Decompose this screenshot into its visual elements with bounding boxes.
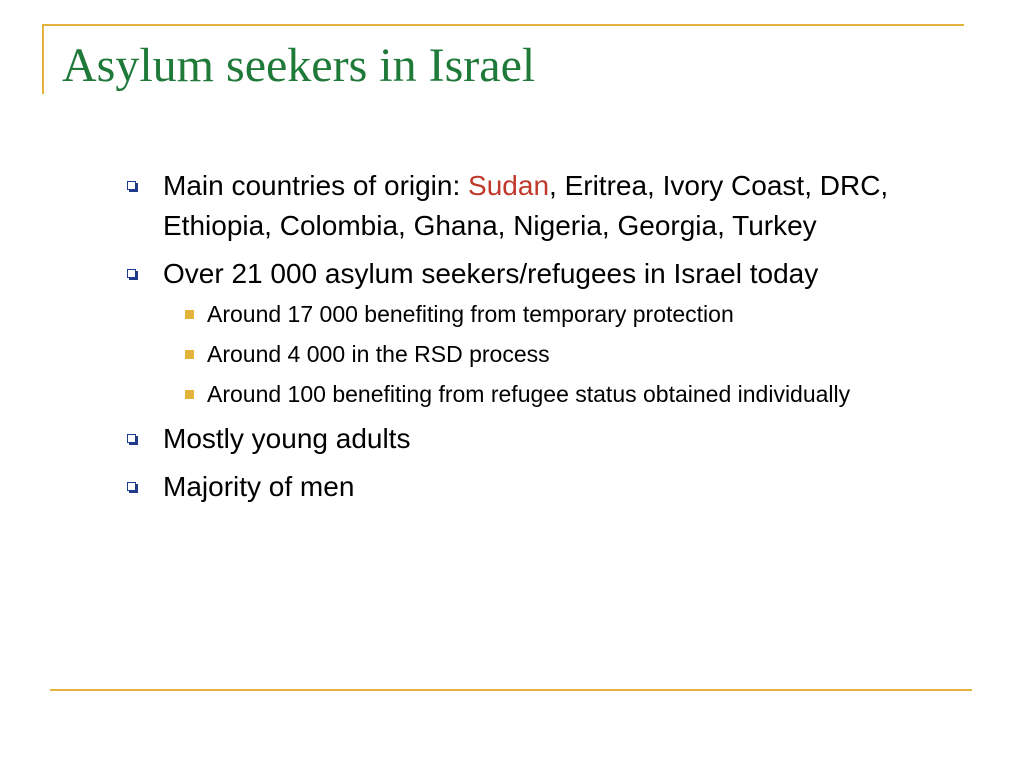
bullet-origin-suffix: , Eritrea, Ivory Coast, DRC, Ethiopia, Colombia, Ghana, Nigeria, Georgia, Turkey: [163, 170, 889, 241]
sub-bullet-item: [163, 338, 927, 371]
bullet-list: [127, 166, 927, 507]
bullet-origin-highlight: Sudan: [468, 170, 550, 201]
bullet-age-text: Mostly young adults: [163, 423, 411, 454]
square-bullet-icon: [185, 310, 194, 319]
sub-bullet-list: [163, 298, 927, 411]
square-bullet-icon: [185, 390, 194, 399]
slide-body: [127, 166, 927, 515]
bullet-item-age: [127, 419, 927, 459]
top-rule: [42, 24, 964, 26]
hollow-square-bullet-icon: [127, 181, 136, 190]
bullet-origin-prefix: Main countries of origin:: [163, 170, 469, 201]
left-rule: [42, 24, 44, 94]
sub-bullet-text: Around 100 benefiting from refugee status obtained individually: [207, 381, 851, 407]
square-bullet-icon: [185, 350, 194, 359]
hollow-square-bullet-icon: [127, 482, 136, 491]
sub-bullet-text: Around 4 000 in the RSD process: [207, 341, 550, 367]
bullet-gender-text: Majority of men: [163, 471, 355, 502]
bullet-total-text: Over 21 000 asylum seekers/refugees in Israel today: [163, 258, 819, 289]
bottom-rule: [50, 689, 972, 691]
sub-bullet-text: Around 17 000 benefiting from temporary protection: [207, 301, 734, 327]
bullet-item-origin: [127, 166, 927, 246]
sub-bullet-item: [163, 298, 927, 331]
bullet-item-total: [127, 254, 927, 411]
hollow-square-bullet-icon: [127, 434, 136, 443]
bullet-item-gender: [127, 467, 927, 507]
sub-bullet-item: [163, 378, 927, 411]
hollow-square-bullet-icon: [127, 269, 136, 278]
slide-title: Asylum seekers in Israel: [62, 39, 536, 92]
